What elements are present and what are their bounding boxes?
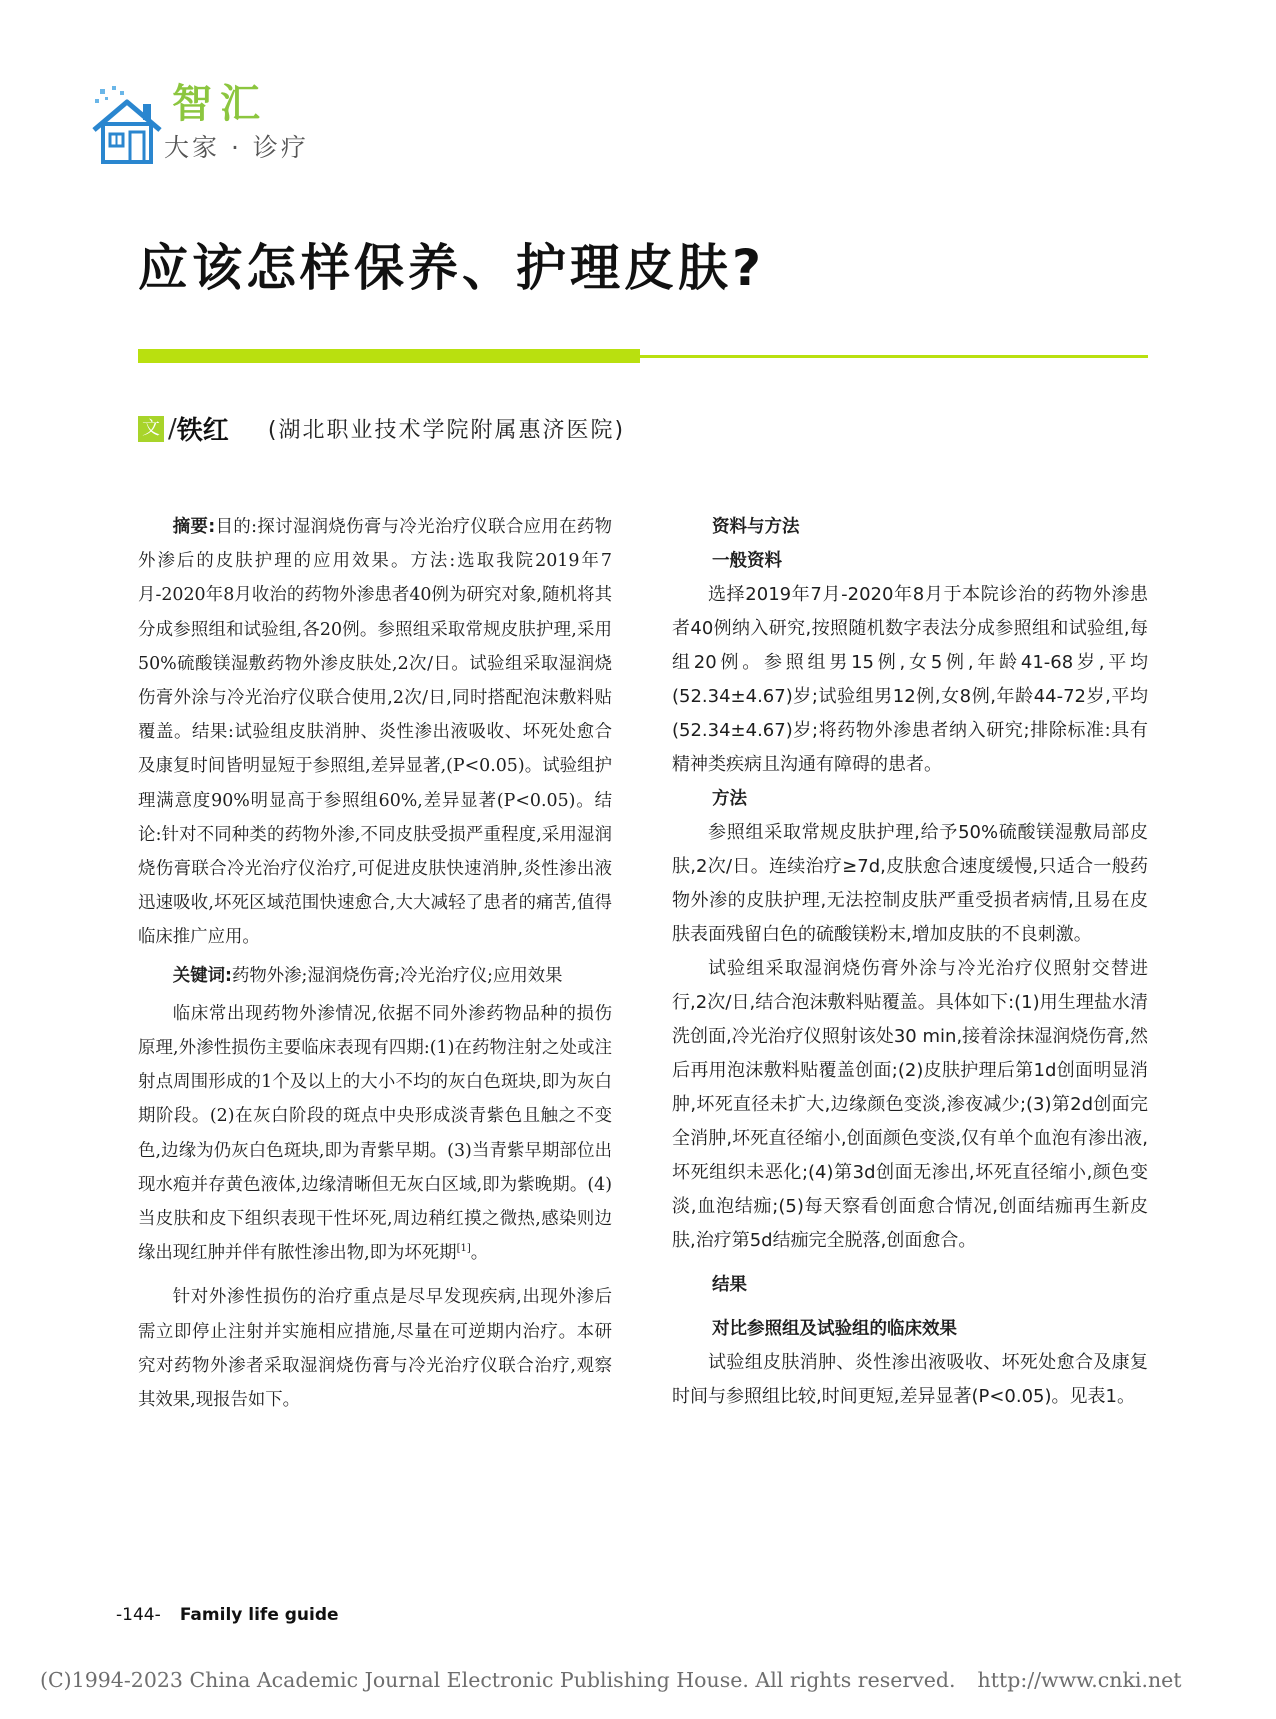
house-icon [90,86,164,166]
title-underline-bar [138,349,640,363]
method-paragraph-2: 试验组采取湿润烧伤膏外涂与冷光治疗仪照射交替进行,2次/日,结合泡沫敷料贴覆盖。具体如下:(1)用生理盐水清洗创面,冷光治疗仪照射该处30 min,接着涂抹湿润烧伤膏,然后再用泡沫敷料贴覆盖创面;(2)皮肤护理后第1d创面明显消肿,坏死直径未扩大,边缘颜色变淡,渗夜减少;(3)第2d创面完全消肿,坏死直径缩小,创面颜色变淡,仅有单个血泡有渗出液,坏死组织未恶化;(4)第3d创面无渗出,坏死直径缩小,颜色变淡,血泡结痂;(5)每天察看创面愈合情况,创面结痂再生新皮肤,治疗第5d结痂完全脱落,创面愈合。 [672,958,1148,1251]
intro-paragraph-1-end: 。 [470,1243,489,1264]
intro-paragraph-1-text: 临床常出现药物外渗情况,依据不同外渗药物品种的损伤原理,外渗性损伤主要临床表现有四期:(1)在药物注射之处或注射点周围形成的1个及以上的大小不均的灰白色斑块,即为灰白期阶段。(2)在灰白阶段的斑点中央形成淡青紫色且触之不变色,边缘为仍灰白色斑块,即为青紫早期。(3)当青紫早期部位出现水疱并存黄色液体,边缘清晰但无灰白区域,即为紫晚期。(4)当皮肤和皮下组织表现干性坏死,周边稍红摸之微热,感染则边缘出现红肿并伴有脓性渗出物,即为坏死期 [138,1003,612,1264]
keywords [138,959,612,993]
keywords-text: 药物外渗;湿润烧伤膏;冷光治疗仪;应用效果 [231,965,563,986]
column-title: 智汇 [172,81,268,127]
byline-badge: 文 [138,416,164,442]
intro-paragraph-1 [138,997,612,1271]
subsection-heading-compare: 对比参照组及试验组的临床效果 [712,1319,957,1339]
byline-affiliation: (湖北职业技术学院附属惠济医院) [267,418,626,443]
abstract-label: 摘要: [172,517,216,537]
byline-slash: / [168,413,177,444]
section-heading-materials: 资料与方法 [712,517,800,537]
copyright-line [40,1668,1182,1692]
method-paragraph-1: 参照组采取常规皮肤护理,给予50%硫酸镁湿敷局部皮肤,2次/日。连续治疗≥7d,皮肤愈合速度缓慢,只适合一般药物外渗的皮肤护理,无法控制皮肤严重受损者病情,且易在皮肤表面残留白色的硫酸镁粉末,增加皮肤的不良刺激。 [672,822,1148,945]
intro-paragraph-2: 针对外渗性损伤的治疗重点是尽早发现疾病,出现外渗后需立即停止注射并实施相应措施,尽量在可逆期内治疗。本研究对药物外渗者采取湿润烧伤膏与冷光治疗仪联合治疗,观察其效果,现报告如下。 [138,1287,612,1411]
byline [138,410,625,446]
column-logo [90,80,310,170]
page-footer [116,1605,339,1625]
article-title: 应该怎样保养、护理皮肤? [138,239,766,297]
subsection-heading-general: 一般资料 [712,551,782,571]
byline-author: 铁红 [176,416,229,446]
results-paragraph: 试验组皮肤消肿、炎性渗出液吸收、坏死处愈合及康复时间与参照组比较,时间更短,差异显著(P<0.05)。见表1。 [672,1352,1148,1407]
subsection-heading-method: 方法 [712,789,747,809]
citation-ref: [1] [456,1243,471,1255]
magazine-name: Family life guide [179,1605,339,1625]
general-data-paragraph: 选择2019年7月-2020年8月于本院诊治的药物外渗患者40例纳入研究,按照随机数字表法分成参照组和试验组,每组20例。参照组男15例,女5例,年龄41-68岁,平均(52.34±4.67)岁;试验组男12例,女8例,年龄44-72岁,平均(52.34±4.67)岁;将药物外渗患者纳入研究;排除标准:具有精神类疾病且沟通有障碍的患者。 [672,584,1148,775]
copyright-url: http://www.cnki.net [977,1668,1182,1692]
column-subtitle: 大家 · 诊疗 [164,133,309,162]
section-heading-results: 结果 [712,1275,747,1295]
copyright-text: (C)1994-2023 China Academic Journal Electronic Publishing House. All rights reserved. [40,1668,956,1692]
page-number: -144- [116,1605,161,1625]
title-underline-line [640,355,1148,358]
keywords-label: 关键词: [172,965,232,986]
abstract [138,510,612,955]
abstract-text: 目的:探讨湿润烧伤膏与冷光治疗仪联合应用在药物外渗后的皮肤护理的应用效果。方法:选取我院2019年7月-2020年8月收治的药物外渗患者40例为研究对象,随机将其分成参照组和试验组,各20例。参照组采取常规皮肤护理,采用50%硫酸镁湿敷药物外渗皮肤处,2次/日。试验组采取湿润烧伤膏外涂与冷光治疗仪联合使用,2次/日,同时搭配泡沫敷料贴覆盖。结果:试验组皮肤消肿、炎性渗出液吸收、坏死处愈合及康复时间皆明显短于参照组,差异显著,(P<0.05)。试验组护理满意度90%明显高于参照组60%,差异显著(P<0.05)。结论:针对不同种类的药物外渗,不同皮肤受损严重程度,采用湿润烧伤膏联合冷光治疗仪治疗,可促进皮肤快速消肿,炎性渗出液迅速吸收,坏死区域范围快速愈合,大大减轻了患者的痛苦,值得临床推广应用。 [138,517,612,948]
left-column [138,510,612,1417]
right-column [672,510,1148,1414]
